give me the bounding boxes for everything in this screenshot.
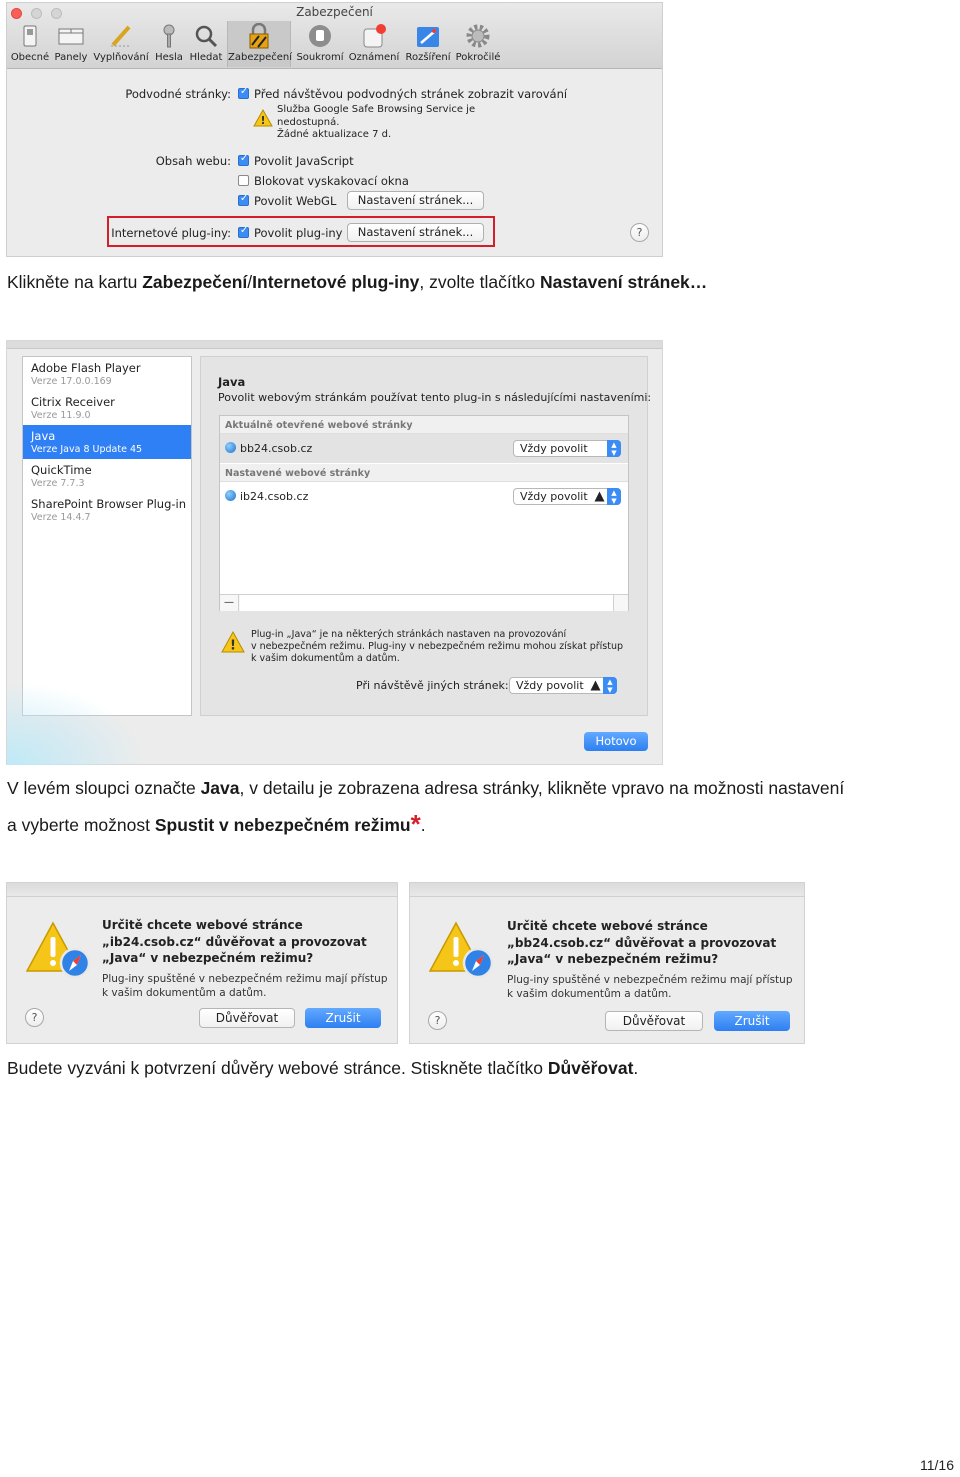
web-content-label: Obsah webu: — [155, 154, 231, 168]
plugin-item-flash[interactable]: Adobe Flash Player Verze 17.0.0.169 — [31, 361, 141, 387]
plugin-item-citrix[interactable]: Citrix Receiver Verze 11.9.0 — [31, 395, 115, 421]
gear-icon — [464, 23, 492, 49]
help-button[interactable]: ? — [630, 223, 649, 242]
trust-button[interactable]: Důvěřovat — [605, 1011, 703, 1031]
checkbox-checked[interactable] — [238, 195, 249, 206]
checkbox-checked[interactable] — [238, 227, 249, 238]
caption-step-1: Klikněte na kartu Zabezpečení/Internetové plug-iny, zvolte tlačítko Nastavení stránek… — [7, 272, 708, 292]
switch-icon — [16, 23, 44, 49]
fraud-warning-checkbox[interactable]: ✓ Před návštěvou podvodných stránek zobrazit varování — [238, 87, 567, 101]
preferences-toolbar — [7, 3, 662, 69]
internet-plugins-label: Internetové plug-iny: — [111, 226, 231, 240]
current-site: bb24.csob.cz — [225, 442, 312, 455]
footnote-asterisk: * — [410, 809, 421, 839]
list-footer — [220, 594, 628, 611]
tabs-icon — [57, 23, 85, 49]
dialog-top-edge — [410, 883, 804, 897]
unsafe-mode-warning-icon — [590, 680, 601, 691]
dialog-title: Určitě chcete webové stránce „ib24.csob.cz“ důvěřovat a provozovat „Java“ v nebezpečném režimu? — [102, 918, 367, 965]
toolbar-tab-autofill[interactable]: Vyplňování — [93, 21, 149, 67]
chevron-updown-icon: ▲ ▼ — [603, 677, 617, 694]
lock-icon — [245, 23, 273, 49]
chevron-updown-icon: ▲ ▼ — [607, 488, 621, 505]
current-sites-header: Aktuálně otevřené webové stránky — [220, 416, 628, 434]
cancel-button[interactable]: Zrušit — [714, 1011, 790, 1031]
table-row[interactable] — [220, 482, 628, 511]
dialog-top-edge — [7, 883, 397, 897]
dialog-message: Plug-iny spuštěné v nebezpečném režimu mají přístup k vašim dokumentům a datům. — [102, 973, 388, 999]
webgl-website-settings-button[interactable]: Nastavení stránek... — [347, 191, 484, 210]
remove-site-button[interactable]: — — [220, 595, 239, 611]
unsafe-mode-warning-icon — [594, 491, 605, 502]
enable-plugins-checkbox[interactable]: ✓ Povolit plug-iny — [238, 226, 342, 240]
configured-sites-header: Nastavené webové stránky — [220, 464, 628, 482]
warning-icon — [221, 631, 245, 653]
toolbar-tab-search[interactable]: Hledat — [187, 21, 225, 67]
chevron-updown-icon: ▲ ▼ — [607, 440, 621, 457]
configured-site: ib24.csob.cz — [225, 490, 308, 503]
enable-webgl-checkbox[interactable]: ✓Povolit WebGL — [238, 194, 336, 208]
warning-safari-icon — [428, 921, 498, 979]
plugin-item-quicktime[interactable]: QuickTime Verze 7.7.3 — [31, 463, 92, 489]
puzzle-icon — [414, 23, 442, 49]
background-glow — [7, 681, 147, 765]
plugin-detail-panel — [200, 356, 652, 716]
caption-step-3: Budete vyzváni k potvrzení důvěry webové stránce. Stiskněte tlačítko Důvěřovat. — [7, 1058, 639, 1078]
svg-text:!: ! — [230, 638, 236, 653]
security-preferences-screenshot — [6, 2, 663, 257]
enable-javascript-checkbox[interactable]: ✓ Povolit JavaScript — [238, 154, 354, 168]
svg-text:!: ! — [260, 114, 266, 127]
toolbar-tab-advanced[interactable]: Pokročilé — [453, 21, 503, 67]
plugin-list[interactable] — [22, 356, 192, 716]
toolbar-tab-tabs[interactable]: Panely — [53, 21, 89, 67]
globe-icon — [225, 442, 236, 453]
current-site-setting-popup[interactable]: Vždy povolit ▲ ▼ — [513, 440, 621, 457]
other-sites-label: Při návštěvě jiných stránek: — [356, 679, 509, 692]
notification-icon — [360, 23, 388, 49]
toolbar-tab-notifications[interactable]: Oznámení — [347, 21, 401, 67]
block-popups-checkbox[interactable]: Blokovat vyskakovací okna — [238, 174, 409, 188]
safe-browsing-warning: Služba Google Safe Browsing Service je nedostupná. Žádné aktualizace 7 d. — [277, 104, 476, 140]
website-list[interactable] — [219, 415, 629, 611]
checkbox-checked[interactable] — [238, 88, 249, 99]
pencil-icon — [107, 23, 135, 49]
dialog-message: Plug-iny spuštěné v nebezpečném režimu mají přístup k vašim dokumentům a datům. — [507, 974, 793, 1000]
toolbar-tab-general[interactable]: Obecné — [9, 21, 51, 67]
sheet-top-edge — [7, 341, 662, 349]
toolbar-tab-privacy[interactable]: Soukromí — [295, 21, 345, 67]
dialog-title: Určitě chcete webové stránce „bb24.csob.cz“ důvěřovat a provozovat „Java“ v nebezpečném režimu? — [507, 919, 777, 966]
globe-icon — [225, 490, 236, 501]
warning-icon — [253, 109, 273, 127]
table-row[interactable] — [220, 434, 628, 463]
help-button[interactable]: ? — [428, 1011, 447, 1030]
checkbox-checked[interactable] — [238, 155, 249, 166]
hand-icon — [306, 23, 334, 49]
toolbar-tab-passwords[interactable]: Hesla — [153, 21, 185, 67]
done-button[interactable]: Hotovo — [584, 732, 648, 751]
window-title: Zabezpečení — [296, 5, 373, 19]
other-sites-setting-popup[interactable]: Vždy povolit ▲ ▼ — [509, 677, 617, 694]
checkbox-unchecked[interactable] — [238, 175, 249, 186]
plugin-settings-screenshot — [6, 340, 663, 765]
detail-title: Java — [218, 375, 246, 389]
caption-step-2-line-1: V levém sloupci označte Java, v detailu je zobrazena adresa stránky, klikněte vpravo na možnosti nastavení — [7, 778, 845, 798]
unsafe-mode-warning-text: Plug-in „Java“ je na některých stránkách nastaven na provozování v nebezpečném režimu. Plug-iny v nebezpečném režimu mohou získat přístup k vašim dokumentům a datům. — [251, 629, 624, 664]
footer-bar — [240, 595, 614, 611]
help-button[interactable]: ? — [25, 1008, 44, 1027]
trust-dialog-ib24 — [6, 882, 398, 1044]
plugin-item-sharepoint[interactable]: SharePoint Browser Plug-in Verze 14.4.7 — [31, 497, 187, 523]
configured-site-setting-popup[interactable]: Vždy povolit ▲ ▼ — [513, 488, 621, 505]
cancel-button[interactable]: Zrušit — [305, 1008, 381, 1028]
key-icon — [155, 23, 183, 49]
detail-description: Povolit webovým stránkám používat tento plug-in s následujícími nastaveními: — [218, 391, 652, 404]
magnifier-icon — [192, 23, 220, 49]
plugin-item-java[interactable]: Java Verze Java 8 Update 45 — [23, 425, 191, 459]
page-number: 11/16 — [920, 1457, 954, 1473]
toolbar-tab-extensions[interactable]: Rozšíření — [403, 21, 453, 67]
toolbar-tab-security[interactable]: Zabezpečení — [227, 21, 291, 67]
trust-button[interactable]: Důvěřovat — [199, 1008, 295, 1028]
trust-dialog-bb24 — [409, 882, 805, 1044]
caption-step-2-line-2: a vyberte možnost Spustit v nebezpečném režimu*. — [7, 809, 426, 839]
plugin-website-settings-button[interactable]: Nastavení stránek... — [347, 223, 484, 242]
warning-safari-icon — [25, 921, 95, 979]
fraud-label: Podvodné stránky: — [125, 87, 231, 101]
